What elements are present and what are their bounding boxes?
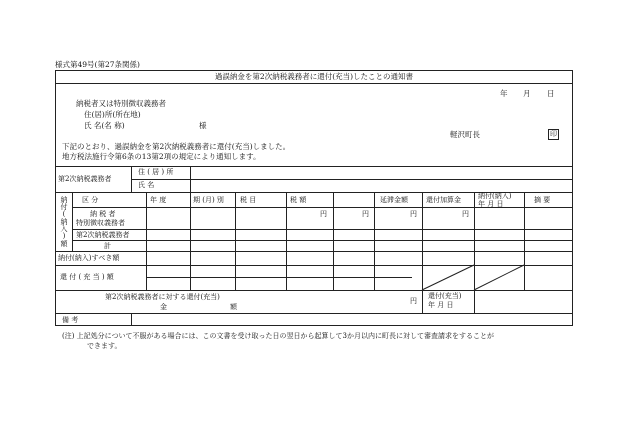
document-title: 過誤納金を第2次納税義務者に還付(充当)したことの通知書: [214, 72, 414, 81]
header-refund-add: 還付加算金: [426, 196, 461, 204]
refund-summary-unit: 円: [410, 297, 417, 305]
row-total: 計: [104, 242, 111, 250]
remarks-label: 備 考: [62, 316, 79, 324]
refund-date-label-1: 還付(充当): [428, 292, 462, 300]
issuer-name: 軽沢町長: [450, 130, 480, 139]
date-day: 日: [547, 89, 555, 98]
secondary-payer-label: 第2次納税義務者: [58, 175, 112, 183]
header-delay: 延滞金額: [380, 196, 408, 204]
header-category: 区 分: [82, 196, 99, 204]
recipient-name-label: 氏 名(名 称): [84, 121, 125, 130]
header-year: 年 度: [150, 196, 167, 204]
side-label-payment: 納付(納入)額: [60, 196, 68, 247]
unit-refund-add: 円: [462, 210, 469, 218]
secondary-name-label: 氏 名: [138, 181, 155, 189]
unit-delay: 円: [410, 210, 417, 218]
body-line-1: 下記のとおり、過誤納金を第2次納税義務者に還付(充当)しました。: [62, 142, 291, 151]
secondary-address-label: 住 ( 居 ) 所: [138, 168, 174, 176]
row-refund: 還 付 ( 充 当 ) 額: [60, 273, 114, 281]
refund-summary-amount-b: 額: [230, 303, 237, 311]
header-tax-item: 税 目: [240, 196, 257, 204]
refund-summary-amount-a: 金: [160, 303, 167, 311]
unit-delay-a: 円: [362, 210, 369, 218]
refund-summary-line1: 第2次納税義務者に対する還付(充当): [105, 293, 220, 301]
body-line-2: 地方税法施行令第6条の13第2項の規定により通知します。: [62, 152, 261, 161]
date-month: 月: [523, 89, 531, 98]
header-tax-amount: 税 額: [290, 196, 307, 204]
recipient-label: 納税者又は特別徴収義務者: [76, 99, 166, 108]
row-taxpayer-2: 特別徴収義務者: [76, 219, 125, 227]
header-payment-date-2: 年 月 日: [478, 200, 504, 208]
note-line-1: (注) 上記処分について不服がある場合には、この文書を受け取った日の翌日から起算して3か月以内に町長に対して審査請求をすることが: [62, 332, 494, 340]
date-year: 年: [500, 89, 508, 98]
refund-date-label-2: 年 月 日: [428, 301, 454, 309]
row-taxpayer-1: 納 税 者: [90, 210, 116, 218]
row-secondary: 第2次納税義務者: [76, 231, 130, 239]
note-line-2: できます。: [87, 342, 122, 350]
row-should-pay: 納付(納入)すべき額: [58, 254, 120, 262]
unit-tax: 円: [320, 210, 327, 218]
form-number: 様式第49号(第27条関係): [55, 60, 140, 69]
header-payment-date-1: 納付(納入): [478, 192, 512, 200]
header-remarks: 摘 要: [534, 196, 551, 204]
header-period: 期 (月) 別: [193, 196, 224, 204]
recipient-honorific: 様: [199, 121, 207, 130]
recipient-address-label: 住(居)所(所在地): [84, 110, 141, 119]
seal-mark: 印: [550, 130, 557, 138]
